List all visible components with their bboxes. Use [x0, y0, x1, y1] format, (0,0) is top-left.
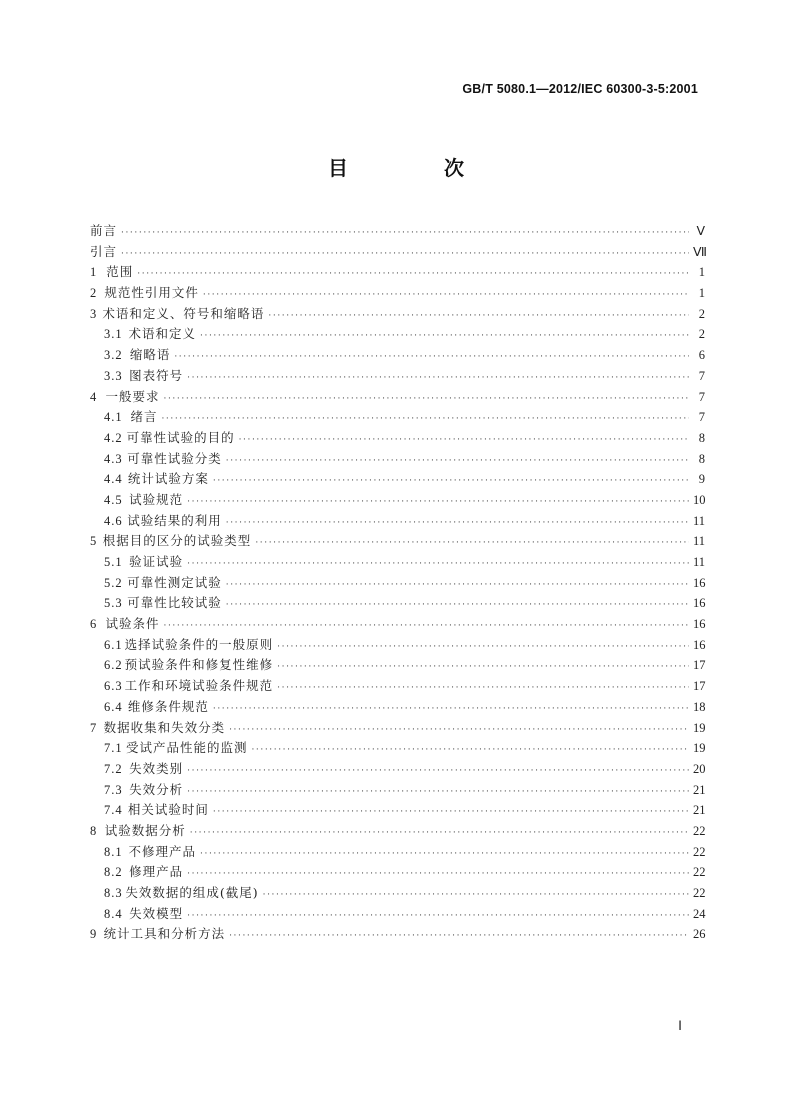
toc-entry-page: 22 — [693, 886, 706, 900]
toc-entry-title: 相关试验时间 — [127, 802, 209, 818]
toc-entry-number: 7 — [90, 720, 98, 735]
toc-entry[interactable] — [90, 821, 705, 842]
toc-entry-number: 6.3 — [104, 679, 123, 694]
toc-entry-title: 统计工具和分析方法 — [103, 926, 226, 942]
toc-entry-number: 5 — [90, 534, 98, 549]
toc-entry[interactable] — [90, 511, 705, 532]
toc-entry[interactable] — [90, 655, 705, 676]
toc-entry-number: 4.6 — [104, 513, 123, 528]
toc-entry[interactable] — [90, 407, 705, 428]
standard-code: GB/T 5080.1—2012/IEC 60300-3-5:2001 — [462, 82, 698, 96]
toc-leader-dots — [174, 347, 689, 368]
toc-entry-number: 5.1 — [104, 555, 123, 569]
toc-leader-dots — [229, 720, 689, 741]
toc-leader-dots — [277, 637, 689, 658]
toc-leader-dots — [187, 554, 689, 575]
toc-leader-dots — [226, 595, 689, 616]
toc-entry-number: 4.1 — [104, 410, 123, 425]
toc-entry[interactable] — [90, 593, 705, 614]
toc-entry-number: 3.2 — [104, 348, 123, 363]
toc-leader-dots — [203, 285, 689, 306]
toc-leader-dots — [213, 802, 689, 823]
toc-entry-page: 11 — [693, 513, 706, 528]
toc-leader-dots — [164, 389, 689, 410]
toc-entry-title: 修理产品 — [129, 864, 184, 880]
toc-entry-title: 术语和定义 — [128, 326, 197, 342]
toc-entry-number: 9 — [90, 927, 98, 942]
toc-entry-title: 可靠性测定试验 — [127, 574, 222, 590]
toc-entry[interactable] — [90, 883, 705, 904]
toc-entry-page: 26 — [693, 927, 706, 942]
toc-entry-number: 6.4 — [104, 699, 123, 714]
toc-entry-number: 4.5 — [104, 492, 123, 507]
toc-entry-title: 前言 — [90, 223, 118, 238]
toc-entry[interactable] — [90, 552, 705, 573]
toc-entry[interactable] — [90, 469, 705, 490]
toc-entry-page: 16 — [693, 617, 706, 632]
toc-entry[interactable] — [90, 262, 705, 283]
toc-entry[interactable] — [90, 387, 705, 408]
toc-entry-title: 选择试验条件的一般原则 — [124, 636, 274, 652]
toc-entry[interactable] — [90, 759, 705, 780]
toc-entry[interactable] — [90, 304, 705, 325]
toc-leader-dots — [239, 430, 689, 451]
toc-entry-page: 18 — [693, 699, 706, 714]
toc-entry-title: 绪言 — [130, 409, 158, 425]
toc-entry-title: 根据目的区分的试验类型 — [102, 533, 252, 549]
toc-entry-number: 3.3 — [104, 368, 123, 383]
toc-leader-dots — [226, 513, 689, 534]
table-of-contents — [90, 221, 705, 945]
toc-entry[interactable] — [90, 800, 705, 821]
toc-leader-dots — [200, 844, 689, 865]
toc-entry-page: 16 — [693, 575, 706, 590]
toc-leader-dots — [137, 264, 689, 285]
toc-leader-dots — [187, 782, 689, 803]
toc-entry-page: 7 — [698, 368, 705, 383]
toc-entry-page: 24 — [693, 906, 706, 921]
toc-entry[interactable] — [90, 676, 705, 697]
toc-entry-title: 验证试验 — [129, 554, 184, 569]
toc-entry-page: 7 — [698, 389, 705, 404]
toc-entry[interactable] — [90, 862, 705, 883]
toc-leader-dots — [161, 409, 689, 430]
toc-entry-number: 8.1 — [104, 844, 123, 859]
toc-entry-number: 8.3 — [104, 886, 123, 900]
toc-entry[interactable] — [90, 449, 705, 470]
toc-entry-title: 术语和定义、符号和缩略语 — [102, 305, 265, 321]
toc-entry-page: 22 — [693, 865, 706, 880]
toc-entry[interactable] — [90, 428, 705, 449]
toc-entry-number: 4 — [90, 389, 98, 404]
toc-entry[interactable] — [90, 718, 705, 739]
toc-entry-title: 试验数据分析 — [104, 822, 186, 838]
toc-entry-title: 维修条件规范 — [127, 698, 209, 714]
toc-leader-dots — [277, 657, 689, 678]
toc-entry-page: 11 — [693, 534, 706, 549]
toc-entry[interactable] — [90, 366, 705, 387]
toc-entry-number: 8.2 — [104, 865, 123, 880]
toc-leader-dots — [268, 306, 689, 327]
toc-entry-page: 16 — [693, 637, 706, 652]
toc-entry-number: 8.4 — [104, 906, 123, 921]
toc-entry-number: 7.1 — [104, 741, 123, 756]
toc-entry-title: 不修理产品 — [128, 843, 197, 859]
toc-entry[interactable] — [90, 490, 705, 511]
toc-entry[interactable] — [90, 221, 705, 242]
toc-entry[interactable] — [90, 780, 705, 801]
toc-leader-dots — [226, 451, 689, 472]
toc-entry-title: 规范性引用文件 — [104, 285, 199, 301]
toc-entry-page: 2 — [698, 327, 705, 342]
toc-entry[interactable] — [90, 242, 705, 263]
toc-entry-page: 2 — [698, 306, 705, 321]
toc-leader-dots — [263, 885, 689, 906]
toc-entry-page: 9 — [698, 472, 705, 487]
toc-entry-number: 5.3 — [104, 596, 123, 611]
toc-entry-page: 17 — [693, 679, 706, 694]
toc-entry-title: 失效模型 — [129, 905, 184, 921]
toc-entry-number: 1 — [90, 265, 98, 280]
toc-leader-dots — [251, 740, 689, 761]
toc-entry-title: 统计试验方案 — [127, 471, 209, 487]
toc-entry-number: 4.3 — [104, 451, 123, 466]
toc-entry-number: 2 — [90, 286, 98, 301]
toc-entry[interactable] — [90, 842, 705, 863]
toc-leader-dots — [121, 244, 689, 265]
toc-leader-dots — [213, 471, 689, 492]
toc-entry-title: 数据收集和失效分类 — [103, 719, 226, 735]
toc-entry-page: Ⅶ — [693, 244, 707, 259]
toc-entry[interactable] — [90, 635, 705, 656]
toc-entry-title: 试验条件 — [105, 616, 160, 632]
toc-entry-title: 失效数据的组成(截尾) — [125, 885, 259, 900]
toc-entry[interactable] — [90, 614, 705, 635]
toc-leader-dots — [187, 492, 689, 513]
toc-leader-dots — [229, 926, 689, 947]
toc-entry-number: 4.4 — [104, 472, 123, 487]
page-title: 目 次 — [328, 156, 502, 180]
page-number: Ⅰ — [678, 1018, 682, 1033]
toc-entry-title: 受试产品性能的监测 — [125, 740, 248, 756]
toc-entry-number: 5.2 — [104, 575, 123, 590]
toc-entry[interactable] — [90, 283, 705, 304]
toc-entry-page: Ⅴ — [696, 224, 705, 238]
toc-entry-title: 引言 — [90, 243, 118, 259]
toc-leader-dots — [255, 533, 689, 554]
toc-entry[interactable] — [90, 904, 705, 925]
toc-entry[interactable] — [90, 345, 705, 366]
toc-entry-title: 可靠性试验的目的 — [126, 429, 235, 445]
toc-entry-page: 21 — [693, 803, 706, 818]
toc-entry-page: 22 — [693, 823, 706, 838]
toc-entry-page: 21 — [693, 782, 706, 797]
toc-entry-page: 11 — [693, 555, 706, 569]
toc-entry-number: 6.2 — [104, 658, 123, 673]
toc-entry-title: 预试验条件和修复性维修 — [124, 657, 274, 673]
toc-entry-page: 16 — [693, 596, 706, 611]
toc-entry-title: 一般要求 — [105, 388, 160, 404]
toc-entry-title: 工作和环境试验条件规范 — [124, 678, 274, 694]
toc-leader-dots — [277, 678, 689, 699]
toc-leader-dots — [121, 223, 689, 244]
toc-entry-number: 8 — [90, 823, 98, 838]
toc-entry-page: 1 — [698, 286, 705, 301]
toc-entry-title: 试验规范 — [129, 491, 184, 507]
toc-leader-dots — [190, 823, 689, 844]
toc-entry-page: 19 — [693, 741, 706, 756]
toc-entry-page: 1 — [698, 265, 705, 280]
toc-leader-dots — [226, 575, 689, 596]
toc-entry-page: 22 — [693, 844, 706, 859]
toc-entry-number: 6 — [90, 617, 98, 632]
toc-entry-title: 失效分析 — [129, 781, 184, 797]
toc-entry-page: 10 — [693, 492, 706, 507]
toc-entry-title: 失效类别 — [129, 760, 184, 776]
toc-entry-page: 17 — [693, 658, 706, 673]
toc-entry-title: 试验结果的利用 — [127, 512, 222, 528]
toc-entry-page: 8 — [698, 430, 705, 445]
toc-entry-page: 19 — [693, 720, 706, 735]
toc-entry[interactable] — [90, 924, 705, 945]
toc-leader-dots — [187, 368, 689, 389]
toc-entry[interactable] — [90, 573, 705, 594]
toc-leader-dots — [164, 616, 689, 637]
toc-entry-number: 7.3 — [104, 782, 123, 797]
toc-entry-number: 7.2 — [104, 761, 123, 776]
toc-entry-page: 7 — [698, 410, 705, 425]
toc-entry-number: 3.1 — [104, 327, 123, 342]
toc-entry[interactable] — [90, 738, 705, 759]
toc-leader-dots — [187, 761, 689, 782]
toc-entry-number: 3 — [90, 306, 98, 321]
toc-entry-number: 4.2 — [104, 430, 123, 445]
toc-entry-number: 6.1 — [104, 637, 123, 652]
toc-entry[interactable] — [90, 324, 705, 345]
toc-entry-page: 6 — [698, 348, 705, 363]
toc-entry-number: 7.4 — [104, 803, 123, 818]
toc-leader-dots — [200, 326, 689, 347]
toc-entry-title: 可靠性比较试验 — [127, 595, 222, 611]
toc-entry-title: 可靠性试验分类 — [127, 450, 222, 466]
toc-entry[interactable] — [90, 697, 705, 718]
toc-entry-page: 8 — [698, 451, 705, 466]
toc-entry-page: 20 — [693, 761, 706, 776]
toc-entry-title: 图表符号 — [129, 367, 184, 383]
toc-entry[interactable] — [90, 531, 705, 552]
toc-entry-title: 范围 — [106, 264, 134, 280]
toc-leader-dots — [187, 906, 689, 927]
toc-leader-dots — [187, 864, 689, 885]
toc-leader-dots — [213, 699, 689, 720]
toc-entry-title: 缩略语 — [129, 347, 171, 363]
